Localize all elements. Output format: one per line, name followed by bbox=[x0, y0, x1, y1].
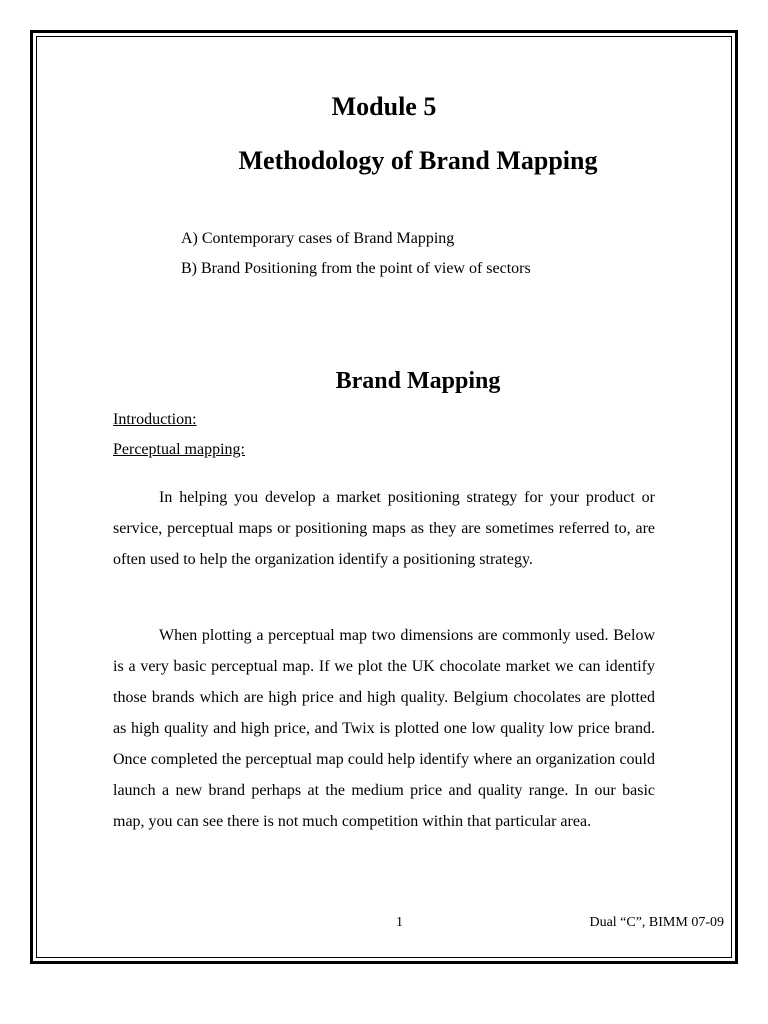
page-number: 1 bbox=[396, 915, 403, 930]
footer-note: Dual “C”, BIMM 07-09 bbox=[589, 915, 724, 930]
section-title: Brand Mapping bbox=[335, 368, 501, 394]
paragraph-1: In helping you develop a market positioning strategy for your product or service, perceptual maps or positioning maps as they are sometimes referred to, are often used to help the organization identify a positioning strategy. bbox=[113, 489, 655, 568]
contents-list bbox=[181, 224, 531, 284]
paragraph-2: When plotting a perceptual map two dimensions are commonly used. Below is a very basic perceptual map. If we plot the UK chocolate market we can identify those brands which are high price and high quality. Belgium chocolates are plotted as high quality and high price, and Twix is plotted one low quality low price brand. Once completed the perceptual map could help identify where an organization could launch a new brand perhaps at the medium price and quality range. In our basic map, you can see there is not much competition within that particular area. bbox=[113, 627, 655, 830]
contents-item-b: B) Brand Positioning from the point of view of sectors bbox=[181, 260, 531, 277]
module-label: Module 5 bbox=[331, 92, 437, 121]
subheading-introduction: Introduction: bbox=[113, 411, 197, 428]
subheading-perceptual-mapping: Perceptual mapping: bbox=[113, 441, 245, 458]
contents-item-a: A) Contemporary cases of Brand Mapping bbox=[181, 230, 455, 247]
page-title: Methodology of Brand Mapping bbox=[238, 146, 598, 175]
